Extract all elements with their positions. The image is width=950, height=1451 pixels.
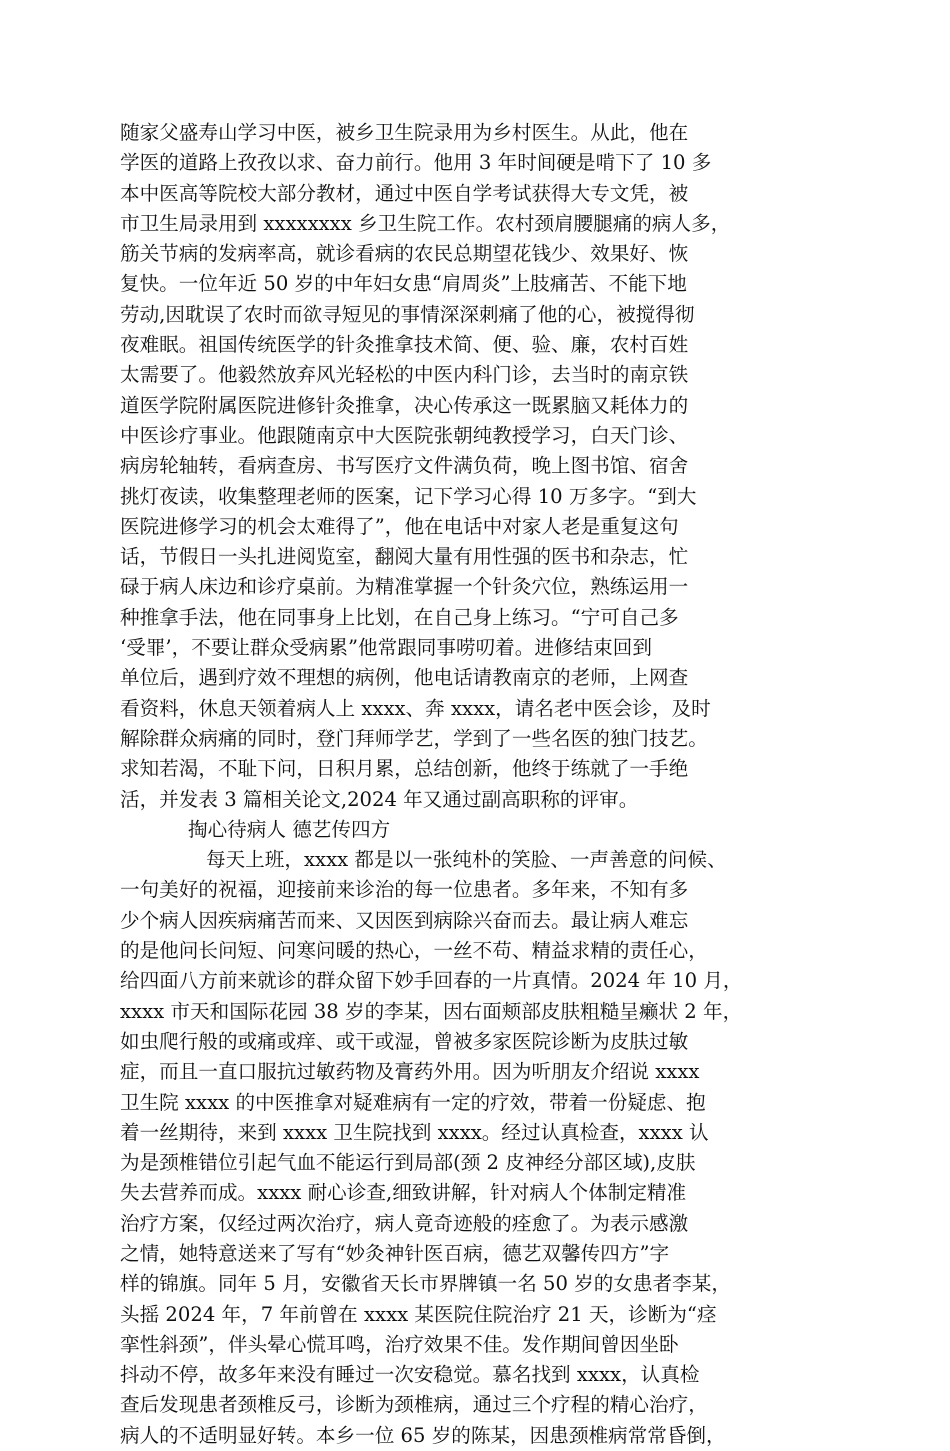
- text-line: 每天上班，xxxx 都是以一张纯朴的笑脸、一声善意的问候、: [206, 848, 727, 872]
- paragraph-1: [120, 118, 836, 815]
- text-line: 中医诊疗事业。他跟随南京中大医院张朝纯教授学习，白天门诊、: [120, 423, 689, 447]
- text-line: 解除群众病痛的同时，登门拜师学艺，学到了一些名医的独门技艺。: [120, 726, 708, 750]
- text-line: 为是颈椎错位引起气血不能运行到局部(颈 2 皮神经分部区域),皮肤: [120, 1151, 696, 1175]
- text-line: 话，节假日一头扎进阅览室，翻阅大量有用性强的医书和杂志，忙: [120, 545, 689, 569]
- text-line: 病人的不适明显好转。本乡一位 65 岁的陈某，因患颈椎病常常昏倒，: [120, 1423, 726, 1447]
- text-line: 劳动,因耽误了农时而欲寻短见的事情深深刺痛了他的心，被搅得彻: [120, 302, 695, 326]
- text-line: 筋关节病的发病率高，就诊看病的农民总期望花钱少、效果好、恢: [120, 242, 689, 266]
- text-line: 挛性斜颈”，伴头晕心慌耳鸣，治疗效果不佳。发作期间曾因坐卧: [120, 1332, 679, 1356]
- text-line: 如虫爬行般的或痛或痒、或干或湿，曾被多家医院诊断为皮肤过敏: [120, 1029, 689, 1053]
- text-line: 复快。一位年近 50 岁的中年妇女患“肩周炎”上肢痛苦、不能下地: [120, 272, 687, 296]
- text-line: 看资料，休息天领着病人上 xxxx、奔 xxxx，请名老中医会诊，及时: [120, 696, 711, 720]
- text-line: 碌于病人床边和诊疗桌前。为精准掌握一个针灸穴位，熟练运用一: [120, 575, 689, 599]
- text-line: 太需要了。他毅然放弃风光轻松的中医内科门诊，去当时的南京铁: [120, 363, 689, 387]
- text-line: 活，并发表 3 篇相关论文,2024 年又通过副高职称的评审。: [120, 787, 639, 811]
- text-line: 单位后，遇到疗效不理想的病例，他电话请教南京的老师，上网查: [120, 666, 689, 690]
- text-line: 着一丝期待，来到 xxxx 卫生院找到 xxxx。经过认真检查，xxxx 认: [120, 1120, 709, 1144]
- text-line: 症，而且一直口服抗过敏药物及膏药外用。因为听朋友介绍说 xxxx: [120, 1060, 700, 1084]
- document-body: [120, 118, 836, 1451]
- text-line: 头摇 2024 年，7 年前曾在 xxxx 某医院住院治疗 21 天，诊断为“痉: [120, 1302, 717, 1326]
- text-line: 市卫生局录用到 xxxxxxxx 乡卫生院工作。农村颈肩腰腿痛的病人多，: [120, 211, 731, 235]
- text-line: 夜难眠。祖国传统医学的针灸推拿技术简、便、验、廉，农村百姓: [120, 333, 689, 357]
- text-line: 一句美好的祝福，迎接前来诊治的每一位患者。多年来，不知有多: [120, 878, 689, 902]
- text-line: 抖动不停，故多年来没有睡过一次安稳觉。慕名找到 xxxx，认真检: [120, 1363, 700, 1387]
- section-heading: 掏心待病人 德艺传四方: [188, 817, 391, 841]
- text-line: 挑灯夜读，收集整理老师的医案，记下学习心得 10 万多字。“到大: [120, 484, 697, 508]
- text-line: 失去营养而成。xxxx 耐心诊查,细致讲解，针对病人个体制定精准: [120, 1181, 687, 1205]
- text-line: 给四面八方前来就诊的群众留下妙手回春的一片真情。2024 年 10 月，: [120, 969, 743, 993]
- text-line: 学医的道路上孜孜以求、奋力前行。他用 3 年时间硬是啃下了 10 多: [120, 151, 712, 175]
- text-line: 的是他问长问短、问寒问暖的热心，一丝不苟、精益求精的责任心，: [120, 939, 708, 963]
- text-line: 病房轮轴转，看病查房、书写医疗文件满负荷，晚上图书馆、宿舍: [120, 454, 689, 478]
- text-line: 治疗方案，仅经过两次治疗，病人竟奇迹般的痊愈了。为表示感激: [120, 1211, 689, 1235]
- text-line: 种推拿手法，他在同事身上比划，在自己身上练习。“宁可自己多: [120, 605, 679, 629]
- text-line: 之情，她特意送来了写有“妙灸神针医百病，德艺双馨传四方”字: [120, 1241, 670, 1265]
- text-line: 求知若渴，不耻下问，日积月累，总结创新，他终于练就了一手绝: [120, 757, 689, 781]
- text-line: xxxx 市天和国际花园 38 岁的李某，因右面颊部皮肤粗糙呈癞状 2 年，: [120, 999, 743, 1023]
- text-line: 随家父盛寿山学习中医，被乡卫生院录用为乡村医生。从此，他在: [120, 121, 689, 144]
- text-line: 本中医高等院校大部分教材，通过中医自学考试获得大专文凭，被: [120, 181, 689, 205]
- text-line: 卫生院 xxxx 的中医推拿对疑难病有一定的疗效，带着一份疑虑、抱: [120, 1090, 706, 1114]
- paragraph-2: [120, 845, 836, 1451]
- text-line: ‘受罪’，不要让群众受病累”他常跟同事唠叨着。进修结束回到: [120, 636, 652, 660]
- text-line: 查后发现患者颈椎反弓，诊断为颈椎病，通过三个疗程的精心治疗，: [120, 1393, 708, 1417]
- text-line: 道医学院附属医院进修针灸推拿，决心传承这一既累脑又耗体力的: [120, 393, 689, 417]
- text-line: 样的锦旗。同年 5 月，安徽省天长市界牌镇一名 50 岁的女患者李某，: [120, 1272, 731, 1296]
- text-line: 少个病人因疾病痛苦而来、又因医到病除兴奋而去。最让病人难忘: [120, 908, 689, 932]
- text-line: 医院进修学习的机会太难得了”，他在电话中对家人老是重复这句: [120, 514, 679, 538]
